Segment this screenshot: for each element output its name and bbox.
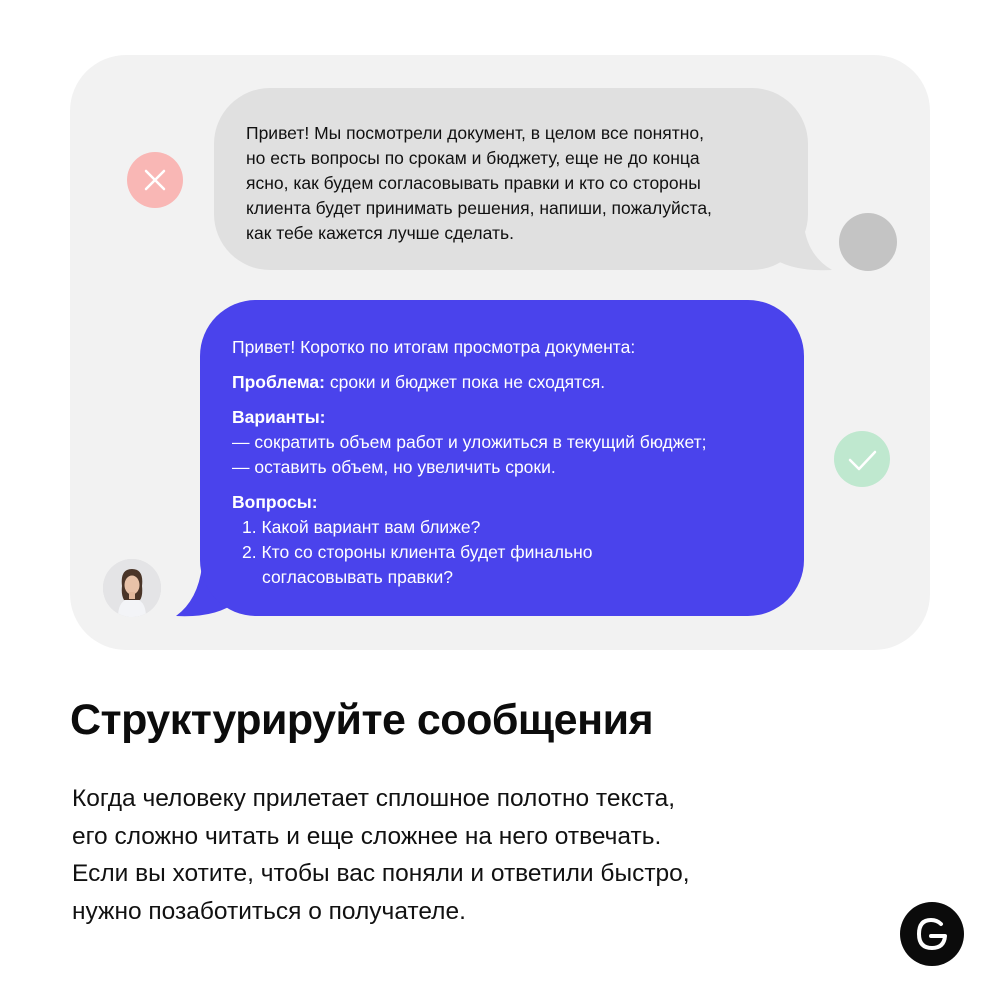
problem-line [232, 370, 780, 395]
question-item [232, 515, 780, 540]
incoming-message-line: Привет! Мы посмотрели документ, в целом все понятно, [246, 123, 704, 143]
problem-text: сроки и бюджет пока не сходятся. [325, 372, 606, 392]
question-number: 2. [242, 542, 257, 562]
incoming-message-line: ясно, как будем согласовывать правки и кто со стороны [246, 173, 701, 193]
user-photo-icon [103, 559, 161, 617]
questions-label: Вопросы: [232, 492, 318, 512]
incoming-message-bubble [214, 88, 808, 270]
body-line: нужно позаботиться о получателе. [72, 897, 466, 925]
option-item: — сократить объем работ и уложиться в текущий бюджет; [232, 432, 707, 452]
question-item [232, 540, 780, 565]
check-icon [834, 431, 890, 487]
page-title: Структурируйте сообщения [70, 696, 654, 744]
question-number: 1. [242, 517, 257, 537]
question-text: Кто со стороны клиента будет финально [261, 542, 593, 562]
body-line: его сложно читать и еще сложнее на него отвечать. [72, 822, 662, 850]
avatar [103, 559, 161, 617]
body-paragraph [72, 780, 690, 930]
incoming-message-line: но есть вопросы по срокам и бюджету, еще не до конца [246, 148, 700, 168]
body-line: Когда человеку прилетает сплошное полотно текста, [72, 785, 676, 812]
body-line: Если вы хотите, чтобы вас поняли и ответили быстро, [72, 860, 690, 887]
reject-badge [127, 152, 183, 208]
problem-label: Проблема: [232, 372, 325, 392]
accept-badge [834, 431, 890, 487]
structured-message-bubble [200, 300, 804, 616]
incoming-message-line: клиента будет принимать решения, напиши, пожалуйста, [246, 198, 712, 218]
brand-logo [900, 902, 964, 966]
logo-icon [900, 902, 964, 966]
question-text-continued: согласовывать правки? [262, 567, 454, 587]
close-icon [127, 152, 183, 208]
option-item: — оставить объем, но увеличить сроки. [232, 457, 556, 477]
question-text: Какой вариант вам ближе? [261, 517, 481, 537]
message-intro: Привет! Коротко по итогам просмотра документа: [232, 337, 636, 357]
options-label: Варианты: [232, 407, 326, 427]
incoming-message-line: как тебе кажется лучше сделать. [246, 223, 514, 243]
avatar-placeholder [839, 213, 897, 271]
